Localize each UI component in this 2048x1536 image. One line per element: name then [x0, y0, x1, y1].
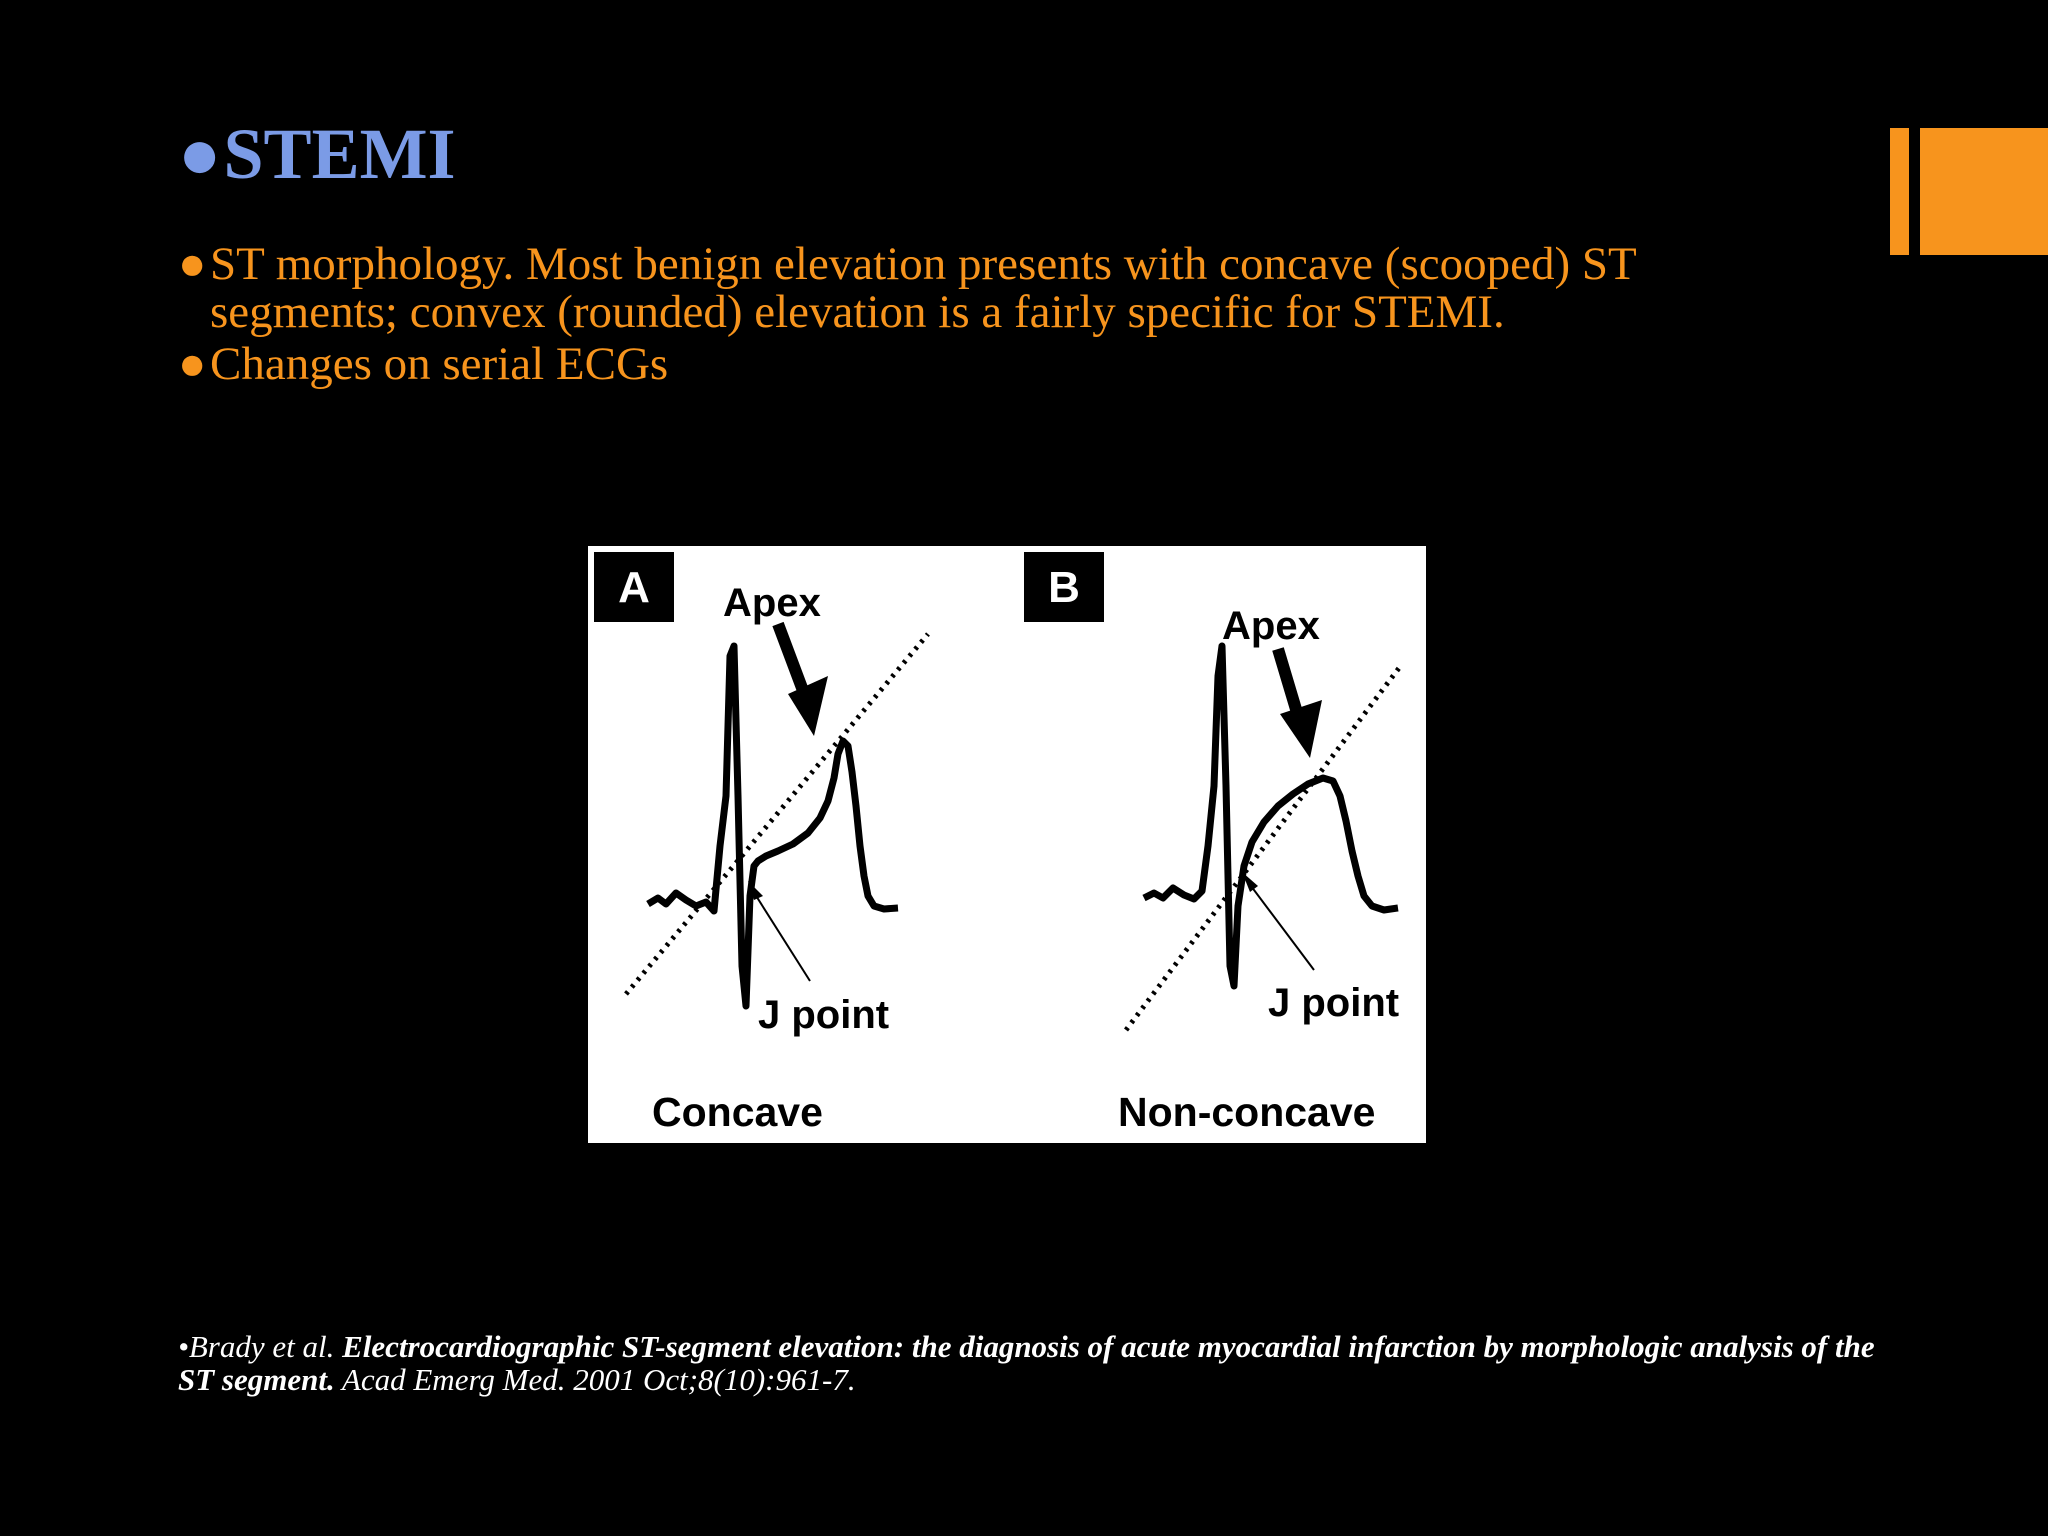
panel-b-j-point-label: J point: [1268, 981, 1400, 1025]
title-bullet: ●: [178, 114, 222, 194]
bullet-dot: ●: [178, 238, 207, 290]
panel-a-letter: A: [618, 563, 650, 612]
panel-b-apex-arrow-shaft: [1278, 649, 1298, 716]
reference-title: Electrocardiographic ST-segment elevation: the diagnosis of acute myocardial infarction by morphologic analysis of the ST segment.: [178, 1329, 1875, 1397]
accent-bar-thin: [1890, 128, 1909, 255]
bullet-dot: ●: [178, 338, 207, 390]
panel-b-caption: Non-concave: [1118, 1089, 1376, 1135]
ecg-figure: [588, 546, 1426, 1143]
panel-a-ecg-trace: [648, 646, 898, 1006]
reference-citation: [178, 1330, 1878, 1396]
panel-b-dotted-line: [1126, 664, 1402, 1030]
panel-a-apex-arrow-shaft: [778, 624, 805, 696]
panel-b-apex-arrow-head: [1280, 700, 1322, 758]
panel-a: [594, 552, 928, 1135]
panel-b-apex-label: Apex: [1222, 604, 1320, 648]
bullet-text: ST morphology. Most benign elevation presents with concave (scooped) ST segments; convex (rounded) elevation is a fairly specific for STEMI.: [210, 238, 1636, 338]
reference-journal: Acad Emerg Med. 2001 Oct;8(10):961-7.: [334, 1362, 856, 1397]
panel-b-j-point-arrow: [1248, 882, 1314, 970]
slide-title-text: STEMI: [223, 114, 456, 194]
panel-a-j-point-arrow: [753, 891, 810, 981]
bullet-item: [178, 340, 1818, 388]
panel-b-ecg-trace: [1144, 646, 1398, 986]
panel-b: [1024, 552, 1402, 1135]
slide-title: [178, 114, 456, 194]
panel-b-letter: B: [1048, 563, 1080, 612]
panel-a-dotted-line: [626, 634, 928, 994]
reference-authors: Brady et al.: [188, 1329, 343, 1364]
bullet-list: [178, 240, 1818, 388]
bullet-text: Changes on serial ECGs: [210, 338, 669, 390]
panel-a-apex-arrow-head: [788, 676, 828, 736]
ecg-figure-svg: [588, 546, 1426, 1143]
bullet-item: [178, 240, 1818, 336]
panel-a-caption: Concave: [652, 1089, 823, 1135]
accent-bar-wide: [1920, 128, 2048, 255]
panel-a-j-point-label: J point: [758, 993, 890, 1037]
panel-a-apex-label: Apex: [723, 581, 821, 625]
reference-bullet: •: [178, 1329, 189, 1364]
